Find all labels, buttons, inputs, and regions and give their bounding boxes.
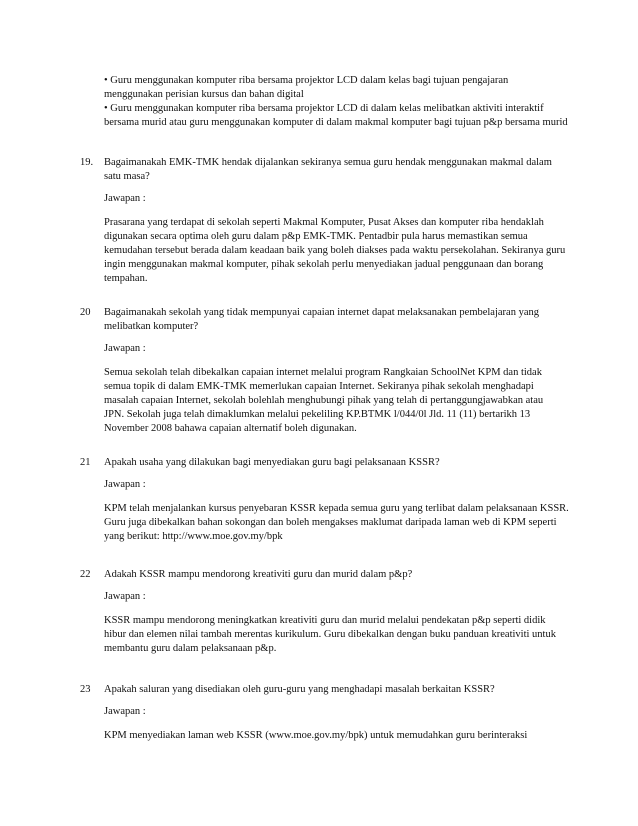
- question-number: 21: [80, 457, 91, 468]
- text-line: KPM menyediakan laman web KSSR (www.moe.gov.my/bpk) untuk memudahkan guru berinteraksi: [104, 730, 528, 741]
- answer-text: [104, 729, 580, 743]
- text-line: Apakah usaha yang dilakukan bagi menyediakan guru bagi pelaksanaan KSSR?: [104, 457, 440, 468]
- answer-text: [104, 502, 580, 544]
- text-line: satu masa?: [104, 171, 150, 182]
- text-line: digunakan secara optima oleh guru dalam p&p EMK-TMK. Pentadbir pula harus memastikan semua: [104, 231, 528, 242]
- text-line: hibur dan elemen nilai tambah merentas kurikulum. Guru dibekalkan dengan buku panduan kreativiti untuk: [104, 629, 556, 640]
- text-line: kemudahan tersebut berada dalam keadaan baik yang boleh diakses pada waktu persekolahan. Sekiranya guru: [104, 245, 566, 256]
- text-line: Adakah KSSR mampu mendorong kreativiti guru dan murid dalam p&p?: [104, 569, 413, 580]
- text-line: bersama murid atau guru menggunakan komputer di dalam makmal komputer bagi tujuan p&p bersama murid: [104, 117, 568, 128]
- text-line: menggunakan perisian kursus dan bahan digital: [104, 89, 304, 100]
- text-line: KSSR mampu mendorong meningkatkan kreativiti guru dan murid melalui pendekatan p&p seperti didik: [104, 615, 546, 626]
- text-line: November 2008 bahawa capaian alternatif boleh digunakan.: [104, 423, 357, 434]
- question-number: 23: [80, 684, 91, 695]
- text-line: KPM telah menjalankan kursus penyebaran KSSR kepada semua guru yang terlibat dalam pelaksanaan KSSR.: [104, 503, 569, 514]
- faq-body: [104, 456, 580, 544]
- text-line: • Guru menggunakan komputer riba bersama projektor LCD di dalam kelas melibatkan aktiviti interaktif: [104, 103, 544, 114]
- text-line: masalah capaian Internet, sekolah bolehlah menghubungi pihak yang telah di pertanggungjawabkan atau: [104, 395, 544, 406]
- answer-label: Jawapan :: [104, 193, 146, 204]
- question-text: [104, 456, 580, 470]
- text-line: Semua sekolah telah dibekalkan capaian internet melalui program Rangkaian SchoolNet KPM dan tidak: [104, 367, 542, 378]
- answer-label: Jawapan :: [104, 343, 146, 354]
- text-line: tempahan.: [104, 273, 148, 284]
- faq-body: [104, 568, 580, 656]
- question-text: [104, 156, 580, 184]
- text-line: Prasarana yang terdapat di sekolah seperti Makmal Komputer, Pusat Akses dan komputer riba hendaklah: [104, 217, 544, 228]
- answer-label: Jawapan :: [104, 706, 146, 717]
- answer-text: [104, 216, 580, 286]
- answer-text: [104, 614, 580, 656]
- text-line: Guru juga dibekalkan bahan sokongan dan boleh mengakses maklumat daripada laman web di KPM seperti: [104, 517, 557, 528]
- question-text: [104, 568, 580, 582]
- text-line: • Guru menggunakan komputer riba bersama projektor LCD dalam kelas bagi tujuan pengajaran: [104, 75, 509, 86]
- question-number: 20: [80, 307, 91, 318]
- faq-body: [104, 156, 580, 286]
- question-number: 19.: [80, 157, 94, 168]
- text-line: semua topik di dalam EMK-TMK memerlukan capaian Internet. Sekiranya pihak sekolah menghadapi: [104, 381, 534, 392]
- faq-body: [104, 306, 580, 436]
- text-line: yang berikut: http://www.moe.gov.my/bpk: [104, 531, 283, 542]
- question-text: [104, 306, 580, 334]
- text-line: Bagaimanakah EMK-TMK hendak dijalankan sekiranya semua guru hendak menggunakan makmal dalam: [104, 157, 552, 168]
- question-number: 22: [80, 569, 91, 580]
- answer-text: [104, 366, 580, 436]
- question-text: [104, 683, 580, 697]
- text-line: Bagaimanakah sekolah yang tidak mempunyai capaian internet dapat melaksanakan pembelajaran yang: [104, 307, 539, 318]
- faq-body: [104, 683, 580, 743]
- text-line: Apakah saluran yang disediakan oleh guru-guru yang menghadapi masalah berkaitan KSSR?: [104, 684, 495, 695]
- text-line: ingin menggunakan makmal komputer, pihak sekolah perlu menyediakan jadual penggunaan dan borang: [104, 259, 544, 270]
- text-line: JPN. Sekolah juga telah dimaklumkan melalui pekeliling KP.BTMK l/044/0l Jld. 11 (11) bertarikh 13: [104, 409, 531, 420]
- answer-label: Jawapan :: [104, 479, 146, 490]
- answer-label: Jawapan :: [104, 591, 146, 602]
- text-line: membantu guru dalam pelaksanaan p&p.: [104, 643, 277, 654]
- intro-bullets: [104, 74, 584, 130]
- text-line: melibatkan komputer?: [104, 321, 199, 332]
